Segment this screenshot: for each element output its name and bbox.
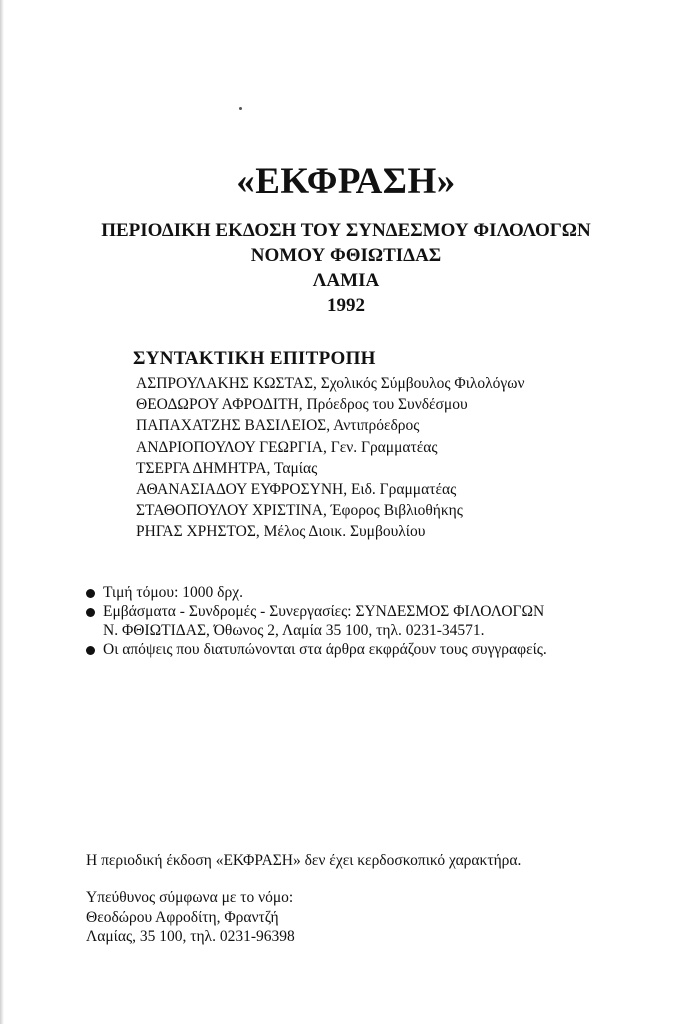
subtitle-line-year: 1992 xyxy=(327,295,365,316)
subtitle-line-city: ΛΑΜΙΑ xyxy=(312,270,380,291)
legal-responsible xyxy=(86,888,295,947)
payments-line-2: Ν. ΦΘΙΩΤΙΔΑΣ, Όθωνος 2, Λαμία 35 100, τηλ. 0231-34571. xyxy=(103,622,485,639)
publication-notes xyxy=(86,583,547,659)
journal-subtitle xyxy=(0,218,692,318)
bullet-icon xyxy=(86,589,95,598)
bullet-icon xyxy=(86,608,95,617)
subtitle-line-prefecture: ΝΟΜΟΥ ΦΘΙΩΤΙΔΑΣ xyxy=(250,245,442,266)
responsible-address: Λαμίας, 35 100, τηλ. 0231-96398 xyxy=(86,928,295,945)
committee-member: ΠΑΠΑΧΑΤΖΗΣ ΒΑΣΙΛΕΙΟΣ, Αντιπρόεδρος xyxy=(136,417,420,435)
committee-member: ΡΗΓΑΣ ΧΡΗΣΤΟΣ, Μέλος Διοικ. Συμβουλίου xyxy=(136,523,426,541)
editorial-committee xyxy=(134,348,524,543)
committee-member: ΑΣΠΡΟΥΛΑΚΗΣ ΚΩΣΤΑΣ, Σχολικός Σύμβουλος Φιλολόγων xyxy=(136,375,525,392)
committee-member: ΘΕΟΔΩΡΟΥ ΑΦΡΟΔΙΤΗ, Πρόεδρος του Συνδέσμου xyxy=(136,396,468,414)
committee-member: ΣΤΑΘΟΠΟΥΛΟΥ ΧΡΙΣΤΙΝΑ, Έφορος Βιβλιοθήκης xyxy=(136,502,463,520)
payments-note xyxy=(86,602,547,640)
payments-text xyxy=(103,602,544,640)
bullet-icon xyxy=(86,646,95,655)
disclaimer-note xyxy=(86,640,547,659)
responsible-name: Θεοδώρου Αφροδίτη, Φραντζή xyxy=(86,908,279,926)
disclaimer-text: Οι απόψεις που διατυπώνονται στα άρθρα εκφράζουν τους συγγραφείς. xyxy=(103,641,547,658)
scan-speck xyxy=(239,107,242,110)
nonprofit-statement: Η περιοδική έκδοση «ΕΚΦΡΑΣΗ» δεν έχει κερδοσκοπικό χαρακτήρα. xyxy=(86,852,522,869)
responsible-label: Υπεύθυνος σύμφωνα με το νόμο: xyxy=(86,889,294,906)
price-text: Τιμή τόμου: 1000 δρχ. xyxy=(103,584,243,601)
committee-heading: ΣΥΝΤΑΚΤΙΚΗ ΕΠΙΤΡΟΠΗ xyxy=(133,348,376,369)
price-note xyxy=(86,583,547,602)
committee-member: ΑΘΑΝΑΣΙΑΔΟΥ ΕΥΦΡΟΣΥΝΗ, Ειδ. Γραμματέας xyxy=(136,481,457,499)
payments-line-1: Εμβάσματα - Συνδρομές - Συνεργασίες: ΣΥΝΔΕΣΜΟΣ ΦΙΛΟΛΟΓΩΝ xyxy=(103,603,545,620)
subtitle-line-publisher: ΠΕΡΙΟΔΙΚΗ ΕΚΔΟΣΗ ΤΟΥ ΣΥΝΔΕΣΜΟΥ ΦΙΛΟΛΟΓΩΝ xyxy=(101,220,591,241)
committee-member: ΑΝΔΡΙΟΠΟΥΛΟΥ ΓΕΩΡΓΙΑ, Γεν. Γραμματέας xyxy=(136,438,438,456)
committee-member: ΤΣΕΡΓΑ ΔΗΜΗΤΡΑ, Ταμίας xyxy=(136,459,318,477)
scan-page-edge xyxy=(0,0,4,1024)
journal-title: «ΕΚΦΡΑΣΗ» xyxy=(236,161,456,202)
